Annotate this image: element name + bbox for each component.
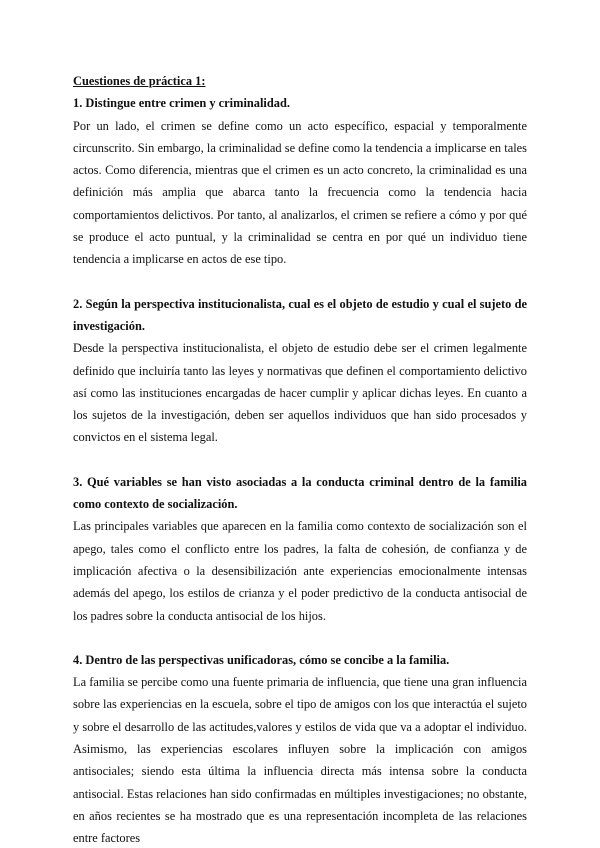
question-1-answer: Por un lado, el crimen se define como un acto específico, espacial y temporalmente circunscrito. Sin embargo, la criminalidad se define como la tendencia a implicarse en tales actos. Como diferencia, mientras que el crimen es un acto concreto, la criminalidad es una definición más amplia que abarca tanto la frecuencia como la tendencia hacia comportamientos delictivos. Por tanto, al analizarlos, el crimen se refiere a cómo y por qué se produce el acto puntual, y la criminalidad se centra en por qué un individuo tiene tendencia a implicarse en actos de ese tipo.	[73, 118, 527, 267]
question-3-answer: Las principales variables que aparecen en la familia como contexto de socialización son el apego, tales como el conflicto entre los padres, la falta de cohesión, de confianza y de implicación afectiva o la desensibilización ante experiencias emocionalmente intensas además del apego, los estilos de crianza y el poder predictivo de la conducta antisocial de los padres sobre la conducta antisocial de los hijos.	[73, 519, 527, 623]
question-4	[73, 649, 527, 848]
question-4-answer: La familia se percibe como una fuente primaria de influencia, que tiene una gran influencia sobre las experiencias en la escuela, sobre el tipo de amigos con los que interactúa el sujeto y sobre el desarrollo de las actitudes,valores y estilos de vida que va a adoptar el individuo. Asimismo, las experiencias escolares influyen sobre la implicación con amigos antisociales; siendo esta última la influencia directa más intensa sobre la conducta antisocial. Estas relaciones han sido confirmadas en múltiples investigaciones; no obstante, en años recientes se ha mostrado que es una representación incompleta de las relaciones entre factores	[73, 675, 527, 846]
spacer	[73, 271, 527, 293]
document-heading: Cuestiones de práctica 1:	[73, 74, 206, 88]
question-2	[73, 293, 527, 449]
document-content	[73, 70, 527, 848]
question-2-answer: Desde la perspectiva institucionalista, el objeto de estudio debe ser el crimen legalmente definido que incluiría tanto las leyes y normativas que definen el comportamiento delictivo así como las instituciones encargadas de hacer cumplir y aplicar dichas leyes. En cuanto a los sujetos de la investigación, deben ser aquellos individuos que han sido procesados y convictos en el sistema legal.	[73, 341, 527, 445]
spacer	[73, 627, 527, 649]
question-2-title: 2. Según la perspectiva institucionalista, cual es el objeto de estudio y cual el sujeto de investigación.	[73, 296, 527, 333]
spacer	[73, 449, 527, 471]
question-4-title: 4. Dentro de las perspectivas unificadoras, cómo se concibe a la familia.	[73, 652, 450, 667]
question-3	[73, 471, 527, 627]
question-1-title: 1. Distingue entre crimen y criminalidad.	[73, 96, 290, 111]
question-3-title: 3. Qué variables se han visto asociadas a la conducta criminal dentro de la familia como contexto de socialización.	[73, 474, 527, 512]
question-1	[73, 92, 527, 270]
